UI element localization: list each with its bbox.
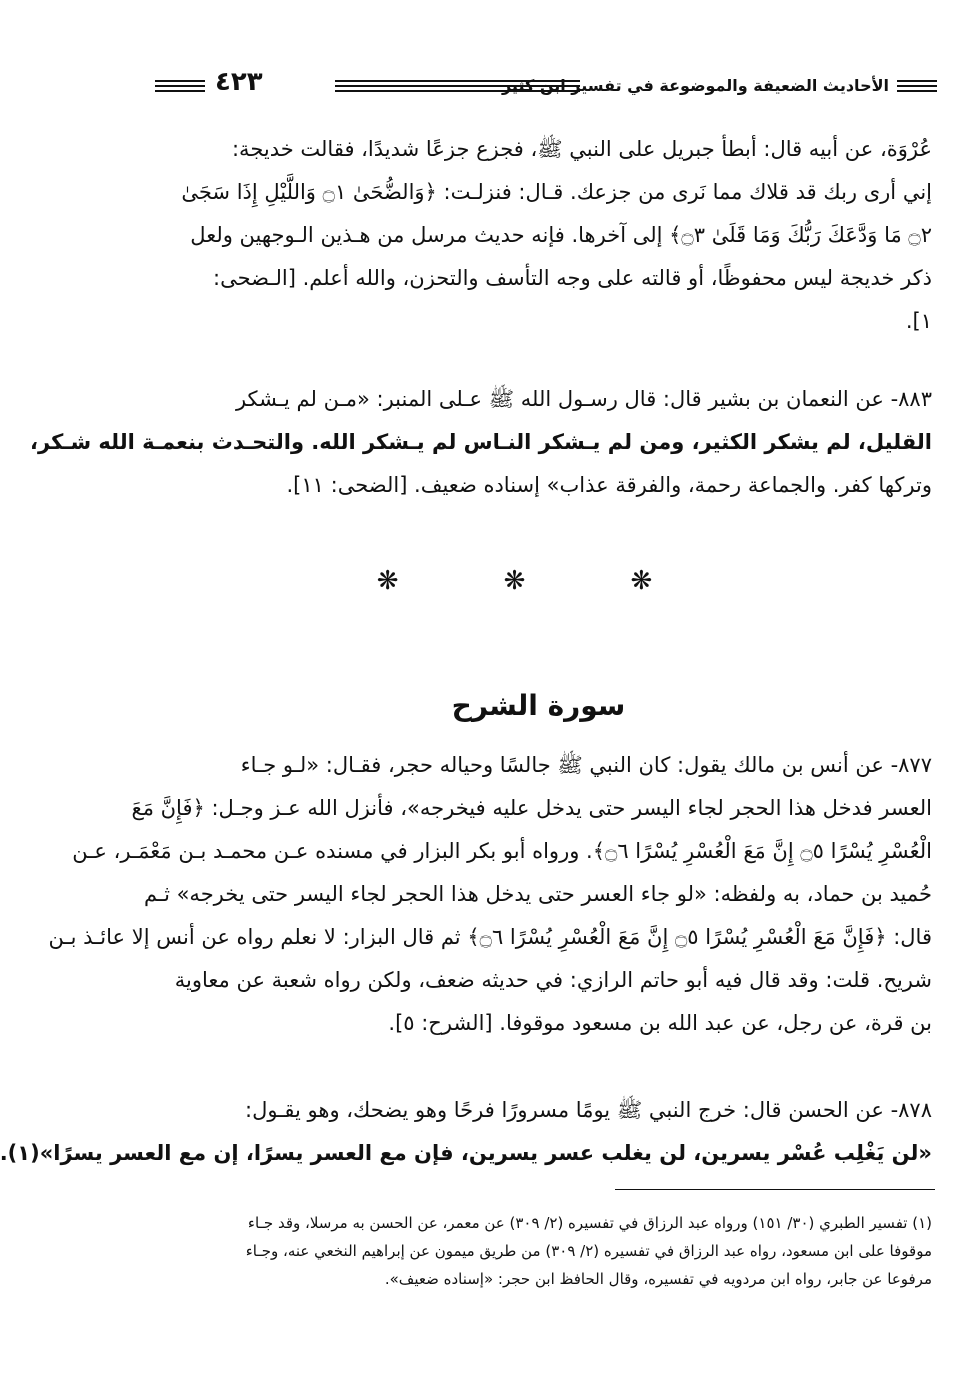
text-line: ۝٢ مَا وَدَّعَكَ رَبُّكَ وَمَا قَلَىٰ ۝٣﴾ إلى آخرها. فإنه حديث مرسل من هـذين الـوجهين ولعل xyxy=(190,223,932,247)
text-line: قال: ﴿فَإِنَّ مَعَ الْعُسْرِ يُسْرًا ۝٥ إِنَّ مَعَ الْعُسْرِ يُسْرًا ۝٦﴾ ثم قال البزار: لا نعلم رواه عن أنس إلا عائـذ بـن xyxy=(48,925,932,949)
hadith-878 xyxy=(0,1089,932,1175)
text-line: العسر فدخل هذا الحجر لجاء اليسر حتى يدخل عليه فيخرجه»، فأنزل الله عـز وجـل: ﴿فَإِنَّ مَعَ xyxy=(131,796,932,820)
text-line: ١]. xyxy=(905,309,932,333)
text-line: حُميد بن حماد، به ولفظه: «لو جاء العسر حتى يدخل هذا الحجر لجاء اليسر حتى يخرجه» ثـم xyxy=(143,882,932,906)
text-line: ٨٨٣- عن النعمان بن بشير قال: قال رسـول الله ﷺ عـلى المنبر: «مـن لم يـشكر xyxy=(235,387,932,411)
text-line: عُرْوَة، عن أبيه قال: أبطأ جبريل على النبي ﷺ، فجزع جزعًا شديدًا، فقالت خديجة: xyxy=(231,137,932,161)
header-title: الأحاديث الضعيفة والموضوعة في تفسير ابن كثير xyxy=(501,76,889,95)
section-separator: ❋ ❋ ❋ xyxy=(376,566,701,596)
hadith-883 xyxy=(30,378,932,507)
running-header xyxy=(155,67,937,104)
footnote-divider xyxy=(615,1189,935,1190)
text-line: وتركها كفر. والجماعة رحمة، والفرقة عذاب» إسناده ضعيف. [الضحى: ١١]. xyxy=(286,473,932,497)
paragraph-continuation xyxy=(144,128,932,343)
text-line: ٨٧٧- عن أنس بن مالك يقول: كان النبي ﷺ جالسًا وحياله حجر، فقـال: «لـو جـاء xyxy=(240,753,932,777)
footnotes xyxy=(144,1209,932,1293)
text-line: إني أرى ربك قد قلاك مما نَرى من جزعك. قـال: فنزلـت: ﴿وَالضُّحَىٰ ۝١ وَاللَّيْلِ إِذَا سَجَىٰ xyxy=(181,180,932,204)
text-line: شريح. قلت: وقد قال فيه أبو حاتم الرازي: في حديثه ضعف، ولكن رواه شعبة عن معاوية xyxy=(174,968,932,992)
page-number: ٤٢٣ xyxy=(215,67,263,97)
surah-title: سورة الشرح xyxy=(451,689,626,722)
text-line: القليل، لم يشكر الكثير، ومن لم يـشكر النـاس لم يـشكر الله. والتحـدث بنعمـة الله شـكر، xyxy=(30,430,932,454)
text-line: «لن يَغْلِب عُسْر يسرين، لن يغلب عسر يسرين، فإن مع العسر يسرًا، إن مع العسر يسرًا»(١). xyxy=(0,1141,932,1165)
hadith-877 xyxy=(48,744,932,1045)
text-line: ٨٧٨- عن الحسن قال: خرج النبي ﷺ يومًا مسرورًا فرحًا وهو يضحك، وهو يقـول: xyxy=(245,1098,932,1122)
text-line: الْعُسْرِ يُسْرًا ۝٥ إِنَّ مَعَ الْعُسْرِ يُسْرًا ۝٦﴾. ورواه أبو بكر البزار في مسنده عـن محمـد بـن مَعْمَـر، عـن xyxy=(72,839,932,863)
footnote-line: مرفوعا عن جابر، رواه ابن مردويه في تفسيره، وقال الحافظ ابن حجر: «إسناده ضعيف». xyxy=(384,1270,932,1288)
footnote-line: (١) تفسير الطبري (٣٠/ ١٥١) ورواه عبد الرزاق في تفسيره (٢/ ٣٠٩) عن معمر، عن الحسن به مرسلا، وقد جـاء xyxy=(247,1214,932,1232)
footnote-line: موقوفا على ابن مسعود، رواه عبد الرزاق في تفسيره (٢/ ٣٠٩) من طريق ميمون عن إبراهيم النخعي عنه، وجـاء xyxy=(245,1242,932,1260)
text-line: ذكر خديجة ليس محفوظًا، أو قالته على وجه التأسف والتحزن، والله أعلم. [الـضحى: xyxy=(213,266,932,290)
text-line: بن قرة، عن رجل، عن عبد الله بن مسعود موقوفا. [الشرح: ٥]. xyxy=(388,1011,932,1035)
